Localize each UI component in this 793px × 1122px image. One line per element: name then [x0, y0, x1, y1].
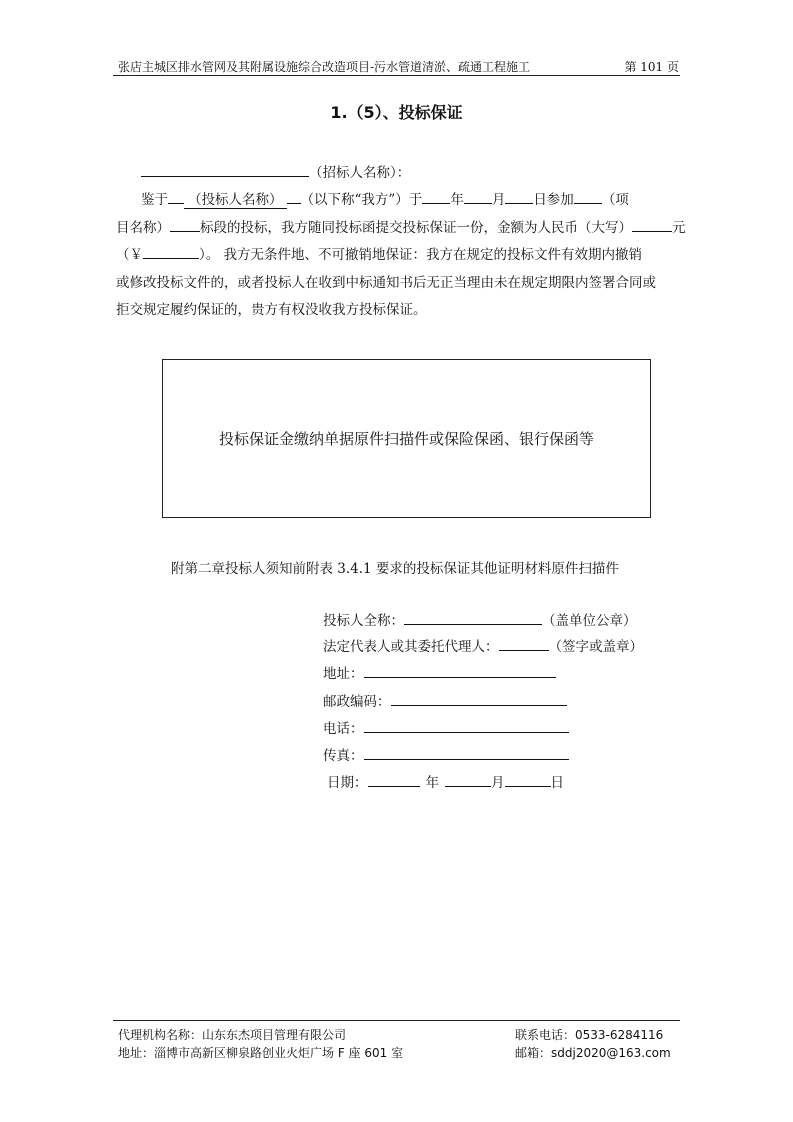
header-project-name: 张店主城区排水管网及其附属设施综合改造项目-污水管道清淤、疏通工程施工 — [118, 60, 531, 74]
blank-amount-words — [632, 217, 672, 232]
blank-year — [422, 189, 450, 204]
blank-day — [505, 189, 533, 204]
signature-address: 地址： — [323, 662, 556, 682]
signature-bidder: 投标人全称： （盖单位公章） — [323, 609, 637, 629]
blank-amount-figures — [143, 244, 199, 259]
blank-project — [574, 189, 602, 204]
header-page-number: 第 101 页 — [624, 60, 679, 74]
letter-addressee — [141, 161, 410, 181]
blank-representative — [499, 636, 549, 651]
letter-line-3: 目名称） 标段的投标，我方随同投标函提交投标保证一份，金额为人民币（大写） 元 — [116, 216, 686, 236]
footer-agency: 代理机构名称：山东东杰项目管理有限公司 — [118, 1028, 347, 1042]
signature-representative: 法定代表人或其委托代理人： （签字或盖章） — [323, 635, 643, 655]
attachment-caption: 附第二章投标人须知前附表 3.4.1 要求的投标保证其他证明材料原件扫描件 — [171, 561, 619, 577]
blank-date-year — [368, 772, 420, 787]
blank-month — [464, 189, 492, 204]
footer-rule — [113, 1020, 680, 1021]
bidder-name-placeholder: （投标人名称） — [184, 192, 287, 209]
letter-line-5: 或修改投标文件的，或者投标人在收到中标通知书后无正当理由未在规定期限内签署合同或 — [116, 275, 656, 291]
footer-address: 地址：淄博市高新区柳泉路创业火炬广场 F 座 601 室 — [118, 1046, 404, 1060]
blank-date-day — [505, 772, 551, 787]
signature-date: 日期： 年 月 日 — [327, 771, 564, 791]
signature-postcode: 邮政编码： — [323, 690, 567, 710]
blank-phone — [364, 718, 569, 733]
header-rule — [113, 75, 680, 76]
signature-phone: 电话： — [323, 717, 569, 737]
blank-date-month — [445, 772, 491, 787]
footer-phone: 联系电话：0533-6284116 — [515, 1028, 664, 1042]
blank-postcode — [391, 691, 567, 706]
addressee-suffix: （招标人名称）： — [309, 165, 411, 181]
blank-fax — [364, 745, 569, 760]
page-title: 1.（5）、投标保证 — [330, 103, 463, 122]
blank-address — [364, 663, 556, 678]
letter-line-4: （￥ ）。 我方无条件地、不可撤销地保证：我方在规定的投标文件有效期内撤销 — [116, 243, 642, 263]
signature-fax: 传真： — [323, 744, 569, 764]
letter-line-2: 鉴于 （投标人名称） （以下称“我方”）于 年 月 日参加 （项 — [141, 188, 629, 208]
blank-bidder-full-name — [404, 610, 542, 625]
blank-tenderer-name — [141, 162, 309, 177]
letter-line-6: 拒交规定履约保证的，贵方有权没收我方投标保证。 — [116, 302, 427, 318]
footer-email: 邮箱：sddj2020@163.com — [515, 1046, 671, 1060]
blank-lot — [170, 217, 200, 232]
attachment-box-text: 投标保证金缴纳单据原件扫描件或保险保函、银行保函等 — [218, 430, 594, 448]
